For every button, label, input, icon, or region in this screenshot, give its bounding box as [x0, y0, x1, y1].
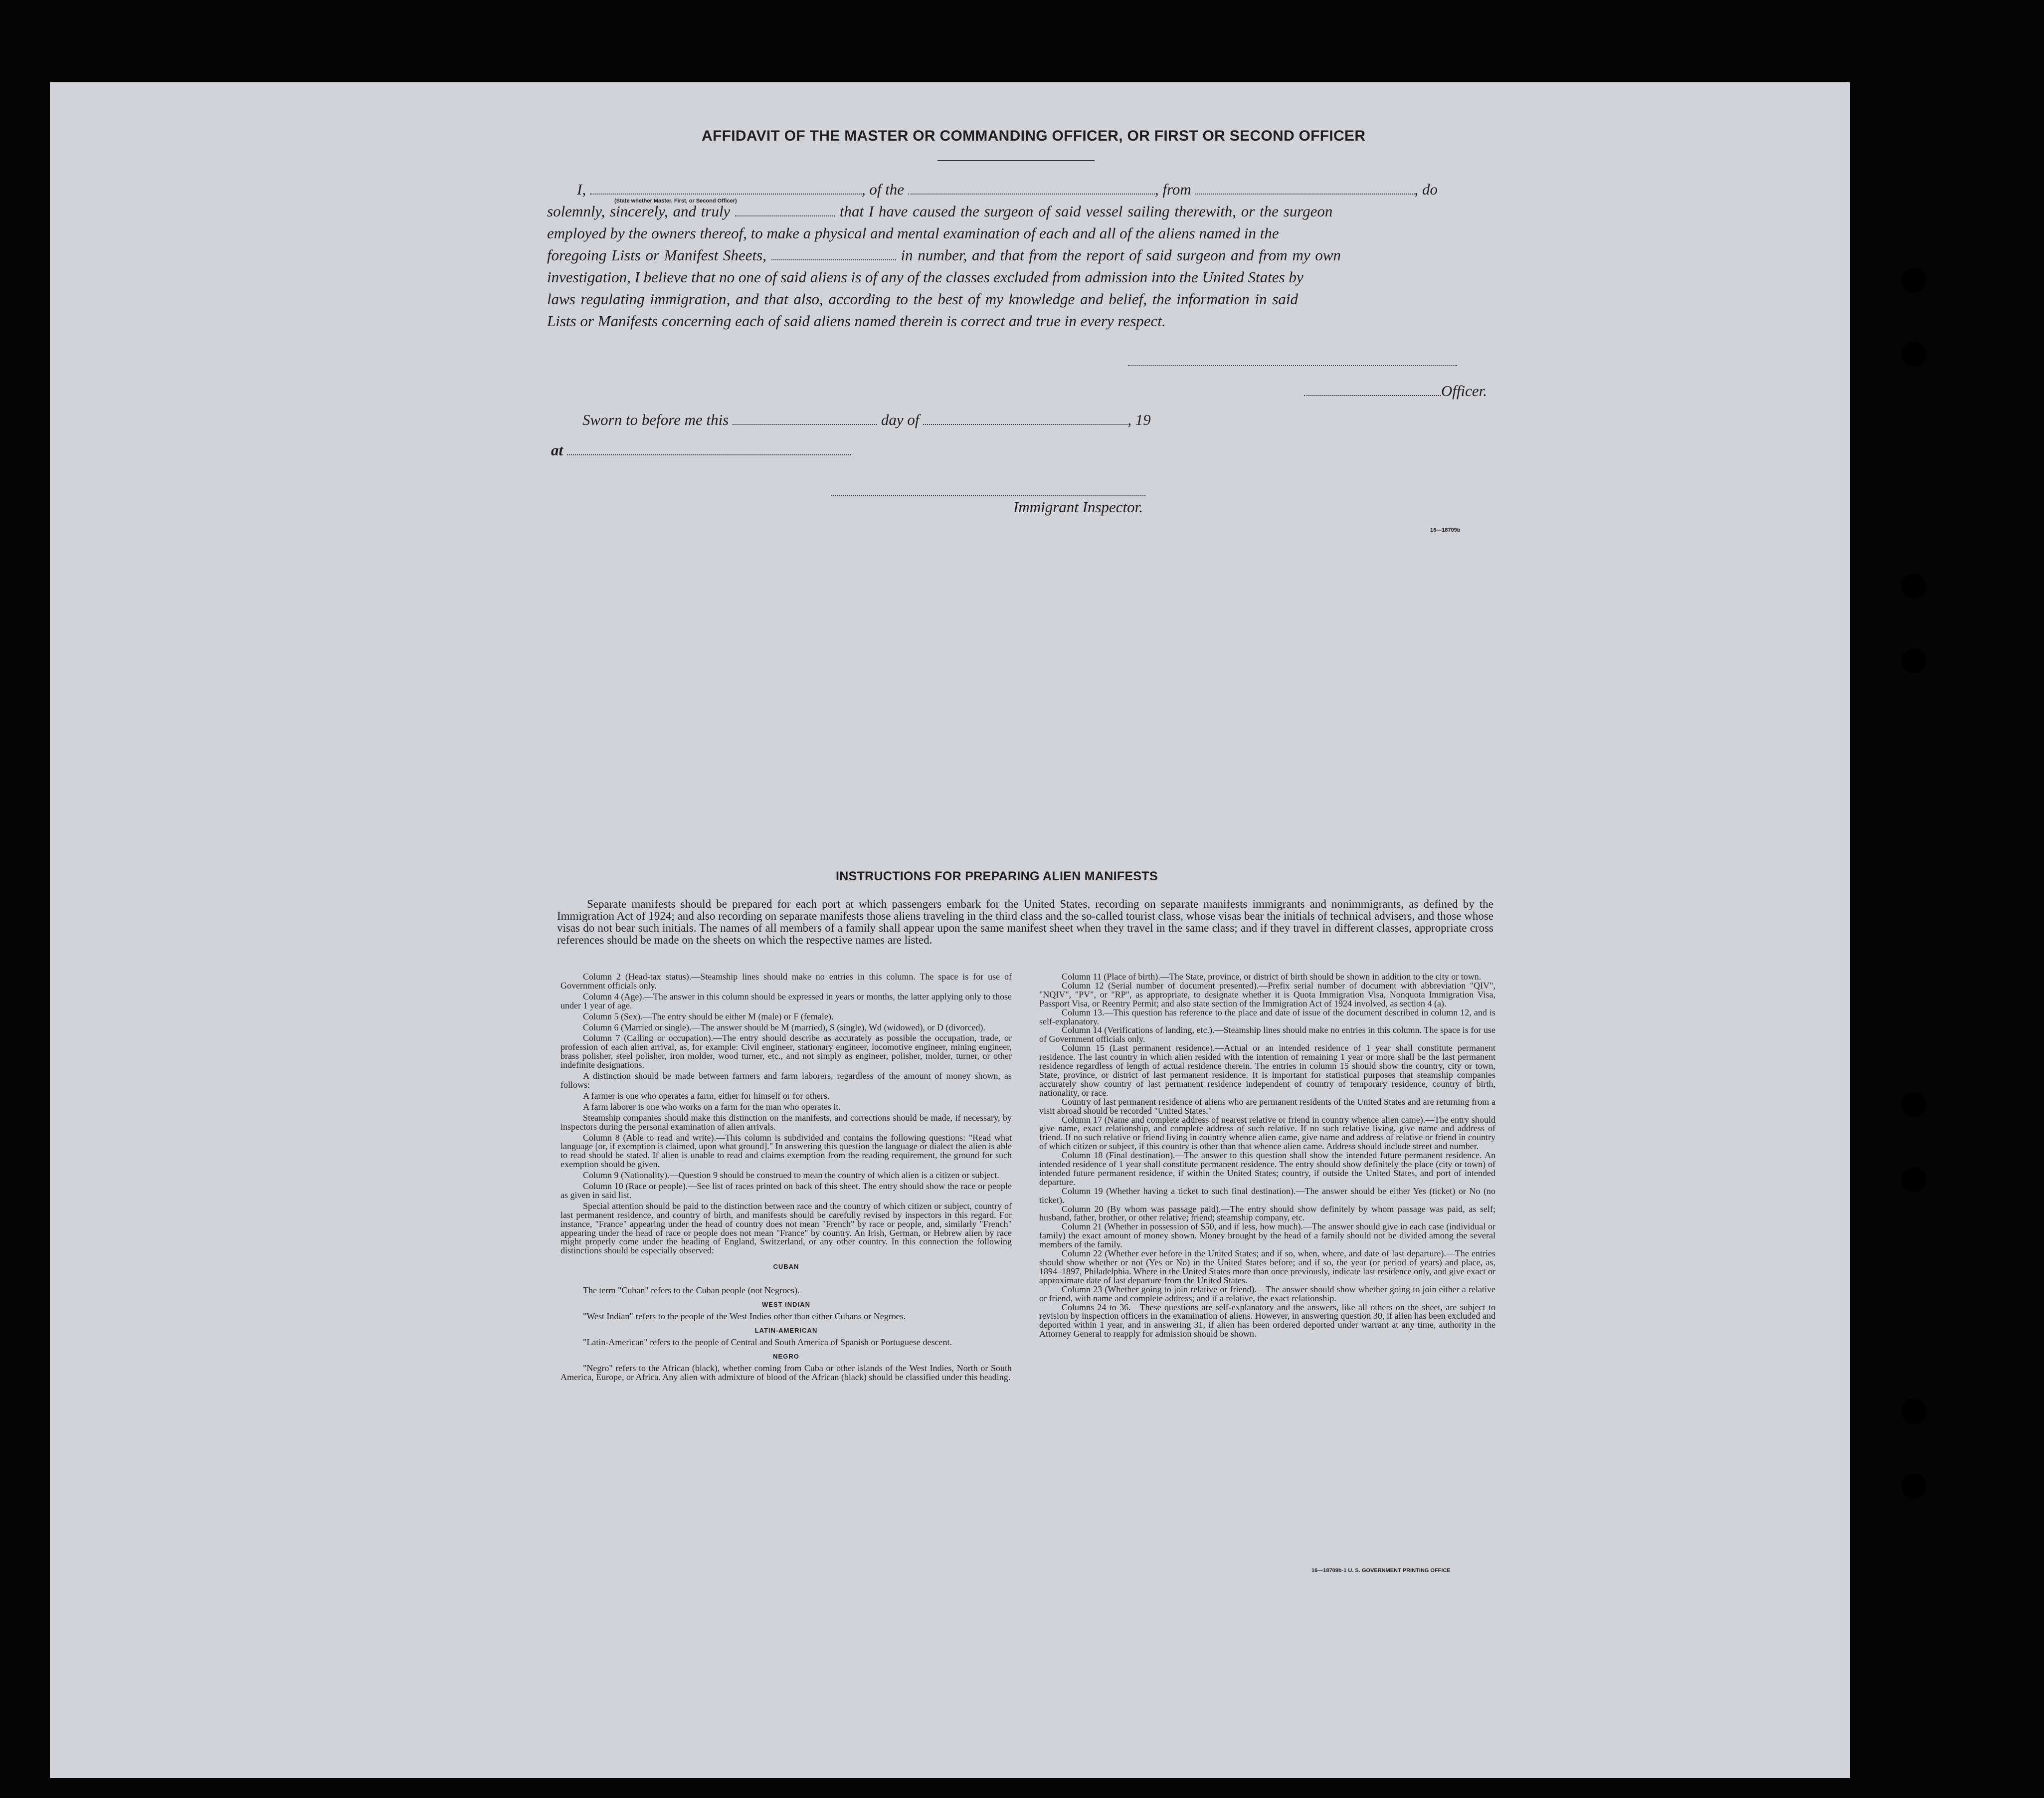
affidavit-text: , of the	[861, 181, 905, 198]
instruction-paragraph: Columns 24 to 36.—These questions are self-explanatory and the answers, like all others on the sheet, are subject to revision by inspection officers in the examination of aliens. However, in answering question 30, if alien has been excluded and deported within 1 year, and in answering 31, if alien has been ordered deported under warrant at any time, authority in the Attorney General to reapply for admission should be shown.	[1039, 1302, 1495, 1339]
section-heading-negro: NEGRO	[773, 1352, 799, 1360]
at-text: at	[551, 441, 563, 459]
instruction-paragraph: "Latin-American" refers to the people of Central and South America of Spanish or Portuguese descent.	[583, 1337, 952, 1347]
instructions-column-left	[560, 973, 1012, 1384]
affidavit-text: solemnly, sincerely, and truly	[547, 202, 731, 220]
affidavit-text: Lists or Manifests concerning each of said aliens named therein is correct and true in every respect.	[547, 312, 1166, 330]
printing-office-imprint: 16—18709b-1 U. S. GOVERNMENT PRINTING OFFICE	[1311, 1568, 1451, 1574]
instruction-paragraph: Column 14 (Verifications of landing, etc.).—Steamship lines should make no entries in this column. The space is for use of Government officials only.	[1039, 1025, 1495, 1044]
officer-text: Officer.	[1441, 382, 1487, 400]
instruction-paragraph: Column 7 (Calling or occupation).—The entry should describe as accurately as possible the occupation, trade, or profession of each alien arrival, as, for example: Civil engineer, stationary engineer, locomotive engineer, mining engineer, brass polisher, steel polisher, iron molder, wood turner, etc., and not simply as engineer, polisher, molder, turner, or other indefinite designations.	[560, 1033, 1012, 1070]
inspector-signature-line[interactable]	[831, 495, 1145, 496]
instruction-paragraph: Column 5 (Sex).—The entry should be either M (male) or F (female).	[583, 1011, 834, 1021]
vessel-blank[interactable]	[908, 183, 1155, 195]
instruction-paragraph: Column 17 (Name and complete address of nearest relative or friend in country whence alien came).—The entry should give name, exact relationship, and complete address of such relative. If no such relative living, give name and address of friend. If no such relative or friend living in country whence alien came, give name and address of relative or friend in country of which citizen or subject, if this country is other than that whence alien came. Address should include street and number.	[1039, 1114, 1495, 1152]
punch-hole	[1901, 1092, 1926, 1117]
month-blank[interactable]	[923, 413, 1127, 425]
instruction-paragraph: A farmer is one who operates a farm, either for himself or for others.	[583, 1090, 830, 1101]
instruction-paragraph: Column 20 (By whom was passage paid).—The entry should show definitely by whom passage was paid, as self; husband, father, brother, or other relative; friend; steamship company, etc.	[1039, 1203, 1495, 1223]
sworn-text: , 19	[1127, 411, 1151, 428]
instruction-paragraph: A distinction should be made between farmers and farm laborers, regardless of the amount of money shown, as follows:	[560, 1071, 1012, 1090]
sworn-text: Sworn to before me this	[582, 411, 729, 428]
instruction-paragraph: Column 15 (Last permanent residence).—Actual or an intended residence of 1 year shall constitute permanent residence. The last country in which alien resided with the intention of remaining 1 year or more shall be the last permanent residence regardless of length of actual residence therein. The entries in column 15 should show the country, city or town, State, province, or district of last permanent residence. It is important for statistical purposes that steamship companies accurately show country of last permanent residence independent of country of temporary residence, country of birth, nationality, or race.	[1039, 1043, 1495, 1098]
affidavit-text: , do	[1414, 181, 1438, 198]
affidavit-text: investigation, I believe that no one of said aliens is of any of the classes excluded from admission into the United States by	[547, 268, 1303, 286]
instruction-paragraph: Column 12 (Serial number of document presented).—Prefix serial number of document with abbreviation "QIV", "NQIV", "PV", or "RP", as appropriate, to designate whether it is Quota Immigration Visa, Nonquota Immigration Visa, Passport Visa, or Reentry Permit; and also state section of the Immigration Act of 1924 involved, as section 4 (a).	[1039, 980, 1495, 1008]
officer-title-blank[interactable]	[1304, 384, 1441, 396]
instruction-paragraph: Column 2 (Head-tax status).—Steamship lines should make no entries in this column. The space is for use of Government officials only.	[560, 972, 1012, 991]
instruction-paragraph: Steamship companies should make this distinction on the manifests, and corrections should be made, if necessary, by inspectors during the personal examination of alien arrivals.	[560, 1112, 1012, 1132]
affidavit-text: employed by the owners thereof, to make a physical and mental examination of each and all of the aliens named in the	[547, 224, 1279, 242]
port-blank[interactable]	[1195, 183, 1415, 195]
title-underline	[937, 160, 1095, 161]
instruction-paragraph: Column 18 (Final destination).—The answer to this question shall show the intended future permanent residence. An intended residence of 1 year shall constitute permanent residence. The entry should show definitely the place (city or town) of intended future permanent residence, if within the United States; country, if outside the United States, and port of intended departure.	[1039, 1150, 1495, 1187]
instructions-intro: Separate manifests should be prepared for each port at which passengers embark for the United States, recording on separate manifests immigrants and nonimmigrants, as defined by the Immigration Act of 1924; and also recording on separate manifests those aliens traveling in the third class and the so-called tourist class, whose visas bear the initials of technical advisers, and those whose visas do not bear such initials. The names of all members of a family shall appear upon the same manifest sheet when they travel in the same class; and if they travel in different classes, appropriate cross references should be made on the sheets on which the respective names are listed.	[557, 898, 1493, 946]
affidavit-text: laws regulating immigration, and that also, according to the best of my knowledge and belief, the information in said	[547, 290, 1299, 308]
instruction-paragraph: Column 9 (Nationality).—Question 9 should be construed to mean the country of which alien is a citizen or subject.	[583, 1170, 999, 1181]
punch-hole	[1901, 1474, 1926, 1499]
instruction-paragraph: A farm laborer is one who works on a farm for the man who operates it.	[583, 1101, 841, 1112]
punch-hole	[1901, 1167, 1926, 1192]
oath-blank[interactable]	[735, 204, 835, 216]
instruction-paragraph: The term "Cuban" refers to the Cuban people (not Negroes).	[583, 1285, 800, 1296]
punch-hole	[1901, 574, 1926, 599]
affidavit-text: that I have caused the surgeon of said vessel sailing therewith, or the surgeon	[839, 202, 1333, 220]
instruction-paragraph: Column 10 (Race or people).—See list of races printed on back of this sheet. The entry should show the race or people as given in said list.	[560, 1181, 1012, 1200]
instruction-paragraph: Special attention should be paid to the distinction between race and the country of which citizen or subject, country of last permanent residence, and country of birth, and manifests should be carefully revised by inspectors in this regard. For instance, "France" appearing under the head of country does not mean "French" by race or people, and, similarly "French" appearing under the head of race or people does not mean "France" by country. An Irish, German, or Hebrew alien by race might properly come under the heading of England, Switzerland, or any other country. In this connection the following distinctions should be especially observed:	[560, 1200, 1012, 1256]
instruction-paragraph: Column 22 (Whether ever before in the United States; and if so, when, where, and date of last departure).—The entries should show whether or not (Yes or No) in the United States before; and if so, the year (or period of years) and place, as, 1894–1897, Philadelphia. Where in the United States more than once previously, indicate last residence only, and give exact or approximate date of last departure from the United States.	[1039, 1248, 1495, 1285]
affidavit-text: , from	[1154, 181, 1191, 198]
instruction-paragraph: Column 21 (Whether in possession of $50, and if less, how much).—The answer should give in each case (individual or family) the exact amount of money shown. Money brought by the head of a family should not be divided among the several members of the family.	[1039, 1221, 1495, 1250]
section-heading-cuban: CUBAN	[773, 1263, 799, 1271]
affidavit-title: AFFIDAVIT OF THE MASTER OR COMMANDING OFFICER, OR FIRST OR SECOND OFFICER	[702, 128, 1366, 144]
officer-label	[1304, 382, 1487, 400]
instruction-paragraph: Column 23 (Whether going to join relative or friend).—The answer should show whether going to join either a relative or friend, with name and complete address; and if a relative, the exact relationship.	[1039, 1284, 1495, 1303]
instructions-column-right	[1039, 973, 1495, 1339]
sworn-text: day of	[881, 411, 920, 428]
instruction-paragraph: Country of last permanent residence of aliens who are permanent residents of the United States and are returning from a visit abroad should be recorded "United States."	[1039, 1096, 1495, 1116]
instruction-paragraph: Column 8 (Able to read and write).—This column is subdivided and contains the following questions: "Read what language [or, if exemption is claimed, upon what ground]." In answering this question the language or dialect the alien is able to read should be stated. If alien is unable to read and claims exemption from the reading requirement, the ground for such exemption should be given.	[560, 1132, 1012, 1170]
count-blank[interactable]	[771, 248, 896, 260]
instruction-paragraph: Column 19 (Whether having a ticket to such final destination).—The answer should be either Yes (ticket) or No (no ticket).	[1039, 1186, 1495, 1205]
section-heading-latin-american: LATIN-AMERICAN	[754, 1326, 818, 1334]
punch-hole	[1901, 648, 1926, 673]
instruction-paragraph: Column 6 (Married or single).—The answer should be M (married), S (single), Wd (widowed), or D (divorced).	[583, 1022, 985, 1032]
punch-hole	[1901, 1399, 1926, 1424]
instructions-title: INSTRUCTIONS FOR PREPARING ALIEN MANIFESTS	[836, 869, 1158, 883]
instruction-paragraph: Column 4 (Age).—The answer in this column should be expressed in years or months, the latter applying only to those under 1 year of age.	[560, 991, 1012, 1010]
instruction-paragraph: Column 13.—This question has reference to the place and date of issue of the document described in column 12, and is self-explanatory.	[1039, 1007, 1495, 1026]
affidavit-text: I,	[577, 181, 586, 198]
punch-hole	[1901, 268, 1926, 293]
form-number: 16—18709b	[1430, 527, 1461, 533]
instruction-paragraph: "West Indian" refers to the people of the West Indies other than either Cubans or Negroes.	[583, 1311, 906, 1321]
affidavit-text: in number, and that from the report of said surgeon and from my own	[901, 246, 1341, 264]
inspector-label: Immigrant Inspector.	[1013, 498, 1143, 516]
day-blank[interactable]	[733, 413, 877, 425]
location-line	[551, 441, 851, 459]
affidavit-text: foregoing Lists or Manifest Sheets,	[547, 246, 766, 264]
punch-hole	[1901, 342, 1926, 367]
sworn-line	[582, 411, 1151, 429]
name-blank[interactable]	[590, 183, 862, 195]
officer-rank-note: (State whether Master, First, or Second Officer)	[614, 198, 737, 204]
signature-line[interactable]	[1128, 365, 1457, 366]
location-blank[interactable]	[567, 443, 851, 455]
instruction-paragraph: Column 11 (Place of birth).—The State, province, or district of birth should be shown in addition to the city or town.	[1062, 972, 1482, 982]
instruction-paragraph: "Negro" refers to the African (black), whether coming from Cuba or other islands of the West Indies, North or South America, Europe, or Africa. Any alien with admixture of blood of the African (black) should be classified under this heading.	[560, 1363, 1012, 1382]
section-heading-west-indian: WEST INDIAN	[762, 1301, 810, 1309]
